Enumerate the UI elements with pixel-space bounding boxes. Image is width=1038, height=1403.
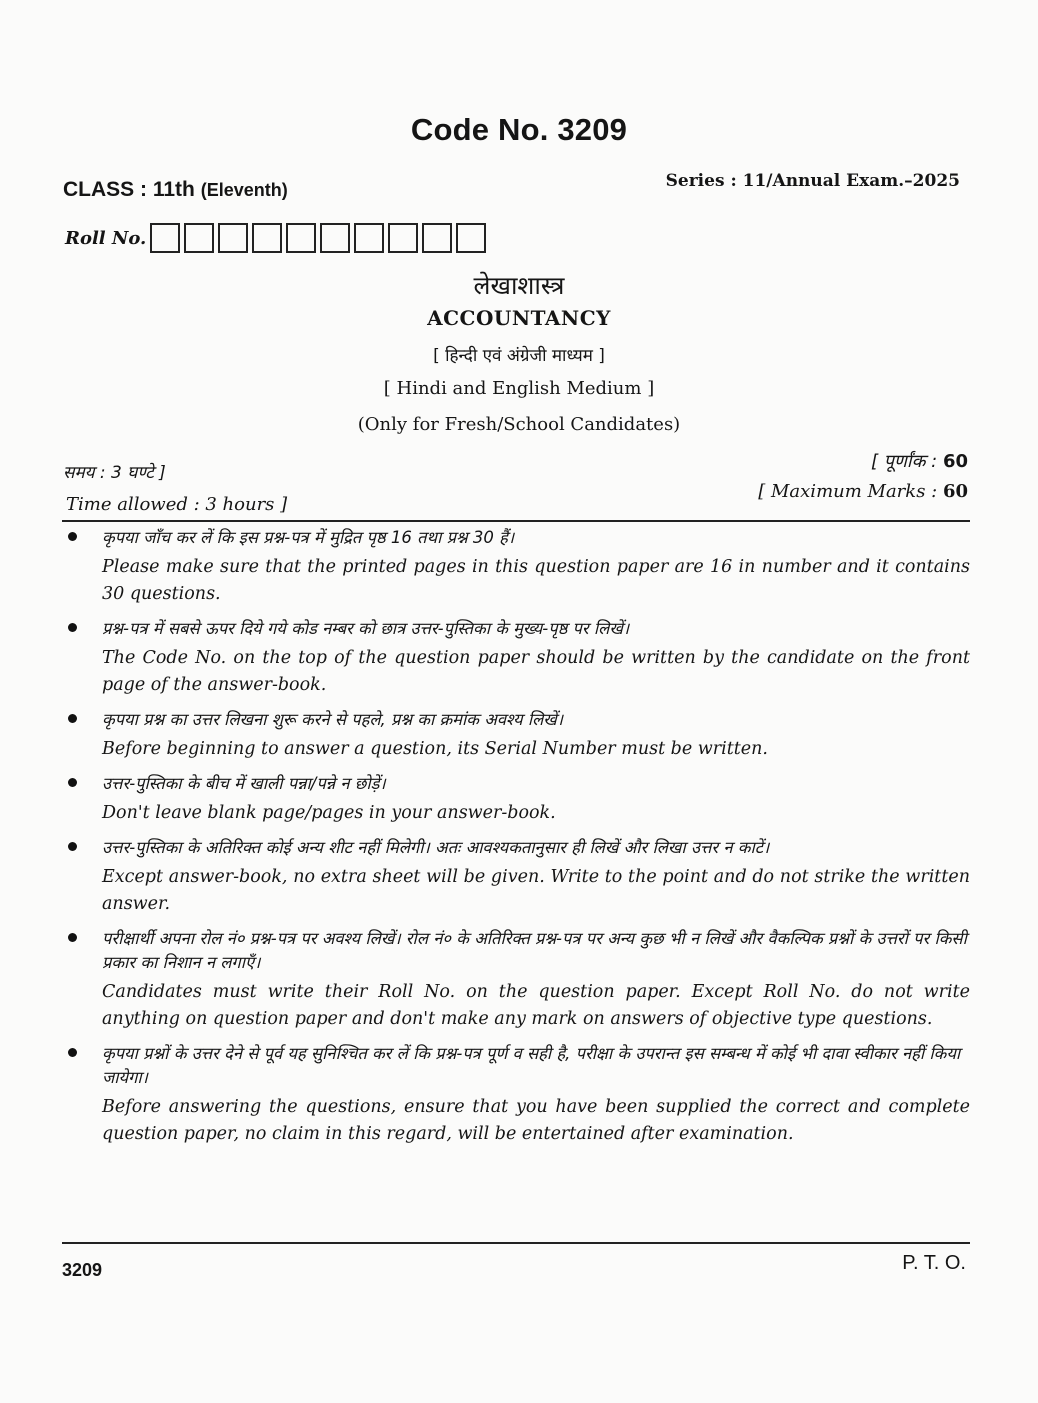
instruction-item [62,836,970,918]
footer-divider [62,1242,970,1244]
subject-title-english: ACCOUNTANCY [427,306,611,330]
roll-digit-box[interactable] [320,223,350,253]
class-text: CLASS : 11th [63,178,195,201]
class-paren: (Eleventh) [200,180,288,200]
roll-digit-box[interactable] [422,223,452,253]
instruction-item [62,927,970,1033]
roll-number-field [65,223,492,253]
roll-digit-box[interactable] [354,223,384,253]
bullet-icon [68,623,77,632]
max-marks-english [758,481,968,502]
instruction-hindi: उत्तर-पुस्तिका के अतिरिक्त कोई अन्य शीट नहीं मिलेगी। अतः आवश्यकतानुसार ही लिखें और लिखा उत्तर न काटें। [102,838,770,857]
instruction-item [62,772,970,827]
instruction-hindi: प्रश्न-पत्र में सबसे ऊपर दिये गये कोड नम्बर को छात्र उत्तर-पुस्तिका के मुख्य-पृष्ठ पर लिखें। [102,619,630,638]
roll-digit-box[interactable] [218,223,248,253]
candidate-type: (Only for Fresh/School Candidates) [357,414,681,435]
bullet-icon [68,1048,77,1057]
bullet-icon [68,778,77,787]
roll-number-label: Roll No. [65,227,147,249]
max-marks-hindi-value: 60 [942,451,968,472]
instruction-hindi: कृपया प्रश्नों के उत्तर देने से पूर्व यह सुनिश्चित कर लें कि प्रश्न-पत्र पूर्ण व सही है, परीक्षा के उपरान्त इस सम्बन्ध में कोई भी दावा स्वीकार नहीं किया जायेगा। [102,1044,961,1087]
subject-title-hindi: लेखाशास्त्र [473,271,565,300]
roll-digit-box[interactable] [184,223,214,253]
medium-hindi: [ हिन्दी एवं अंग्रेजी माध्यम ] [433,346,605,366]
instruction-english: Don't leave blank page/pages in your answer-book. [102,803,556,823]
header-divider [62,520,970,522]
instruction-english: Please make sure that the printed pages in this question paper are 16 in number and it contains 30 questions. [102,557,970,604]
footer-code-number: 3209 [62,1260,103,1280]
max-marks-english-value: 60 [942,481,968,502]
instruction-item [62,617,970,699]
series-label: Series : 11/Annual Exam.–2025 [665,171,960,191]
instruction-english: Before beginning to answer a question, its Serial Number must be written. [102,739,768,759]
instruction-item [62,526,970,608]
instruction-english: Candidates must write their Roll No. on the question paper. Except Roll No. do not write anything on question paper and don't make any mark on answers of objective type questions. [102,982,970,1029]
instruction-hindi: कृपया जाँच कर लें कि इस प्रश्न-पत्र में मुद्रित पृष्ठ 16 तथा प्रश्न 30 हैं। [102,528,515,547]
class-label [63,178,288,202]
max-marks-hindi [871,449,968,473]
bullet-icon [68,714,77,723]
please-turn-over: P. T. O. [902,1252,966,1274]
roll-digit-box[interactable] [388,223,418,253]
roll-digit-box[interactable] [456,223,486,253]
medium-english: [ Hindi and English Medium ] [383,378,655,399]
bullet-icon [68,842,77,851]
instruction-english: Except answer-book, no extra sheet will be given. Write to the point and do not strike the written answer. [102,867,970,914]
instruction-item [62,708,970,763]
time-allowed-hindi: समय : 3 घण्टे ] [63,463,166,483]
instruction-english: The Code No. on the top of the question paper should be written by the candidate on the front page of the answer-book. [102,648,970,695]
roll-digit-box[interactable] [286,223,316,253]
roll-digit-box[interactable] [150,223,180,253]
bullet-icon [68,933,77,942]
max-marks-hindi-label: [ पूर्णांक : [870,451,943,472]
code-number-title: Code No. 3209 [410,112,628,147]
bullet-icon [68,532,77,541]
instruction-hindi: कृपया प्रश्न का उत्तर लिखना शुरू करने से पहले, प्रश्न का क्रमांक अवश्य लिखें। [102,710,564,729]
instruction-item [62,1042,970,1148]
instructions-list [62,526,970,1157]
roll-number-boxes[interactable] [152,223,492,253]
instruction-english: Before answering the questions, ensure that you have been supplied the correct and complete question paper, no claim in this regard, will be entertained after examination. [102,1097,970,1144]
instruction-hindi: उत्तर-पुस्तिका के बीच में खाली पन्ना/पन्ने न छोड़ें। [102,774,386,793]
roll-digit-box[interactable] [252,223,282,253]
time-allowed-english: Time allowed : 3 hours ] [66,494,288,515]
instruction-hindi: परीक्षार्थी अपना रोल नं० प्रश्न-पत्र पर अवश्य लिखें। रोल नं० के अतिरिक्त प्रश्न-पत्र पर अन्य कुछ भी न लिखें और वैकल्पिक प्रश्नों के उत्तरों पर किसी प्रकार का निशान न लगाएँ। [102,929,967,972]
max-marks-english-label: [ Maximum Marks : [758,481,943,502]
